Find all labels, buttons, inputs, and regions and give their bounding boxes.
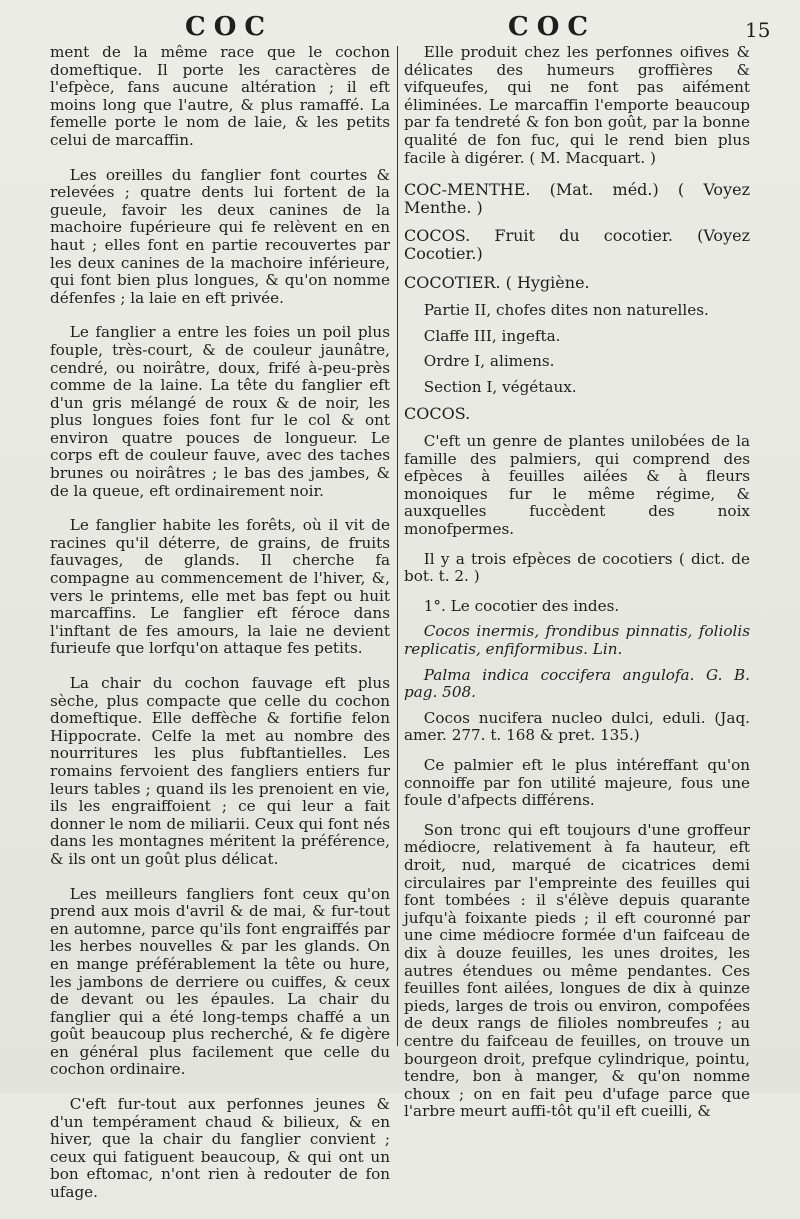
classification-line: Ordre I, alimens.: [423, 352, 555, 371]
latin-name: Palma indica coccifera angulofa. G. B. pag. 508.: [404, 665, 750, 702]
paragraph: C'eft fur-tout aux perfonnes jeunes & d'un tempérament chaud & bilieux, & en hiver, que la chair du fanglier convient ; ceux qui fatiguent beaucoup, & qui ont un bon eftomac, n'ont rien à redouter de fon ufage.: [50, 1095, 390, 1202]
paragraph: Les oreilles du fanglier font courtes & relevées ; quatre dents lui fortent de la gueule, favoir les deux canines de la machoire fupérieure qui fe relèvent en en haut ; elles font en partie recouvertes par les deux canines de la machoire inférieure, qui font bien plus longues, & qu'on nomme défenfes ; la laie en eft privée.: [50, 165, 390, 307]
paragraph: Il y a trois efpèces de cocotiers ( dict. de bot. t. 2. ): [404, 549, 750, 586]
page-number: 15: [745, 18, 771, 42]
paragraph: Ce palmier eft le plus intéreffant qu'on connoiffe par fon utilité majeure, fous une foule d'afpects différens.: [404, 756, 750, 810]
column-divider: [397, 46, 398, 1046]
paragraph: C'eft un genre de plantes unilobées de la famille des palmiers, qui comprend des efpèces à feuilles ailées & à fleurs monoiques fur le même régime, & auxquelles fuccèdent des noix monofpermes.: [404, 432, 750, 539]
classification-line: Partie II, chofes dites non naturelles.: [423, 301, 709, 320]
header-left-title: COC: [185, 12, 274, 42]
header-right-title: COC: [508, 12, 597, 42]
paragraph: Elle produit chez les perfonnes oifives & délicates des humeurs groffières & vifqueufes, qui ne font pas aifément éliminées. Le marcaffin l'emporte beaucoup par fa tendreté & fon bon goût, par la bonne qualité de fon fuc, qui le rend bien plus facile à digérer. ( M. Macquart. ): [404, 43, 750, 167]
section-heading: COCOS.: [404, 403, 471, 423]
paragraph: Le fanglier a entre les foies un poil plus fouple, très-court, & de couleur jaunâtre, cendré, ou noirâtre, doux, frifé à-peu-près comme de la laine. La tête du fanglier eft d'un gris mélangé de roux & de noir, les plus longues foies font fur le col & ont environ quatre pouces de longueur. Le corps eft de couleur fauve, avec des taches brunes ou noirâtres ; le bas des jambes, & de la queue, eft ordinairement noir.: [50, 323, 390, 500]
entry-heading: COCOTIER. ( Hygiène.: [404, 272, 590, 292]
right-column: [404, 44, 750, 1121]
classification-line: Section I, végétaux.: [423, 377, 577, 396]
classification-line: Claffe III, ingefta.: [423, 326, 561, 345]
paragraph: Le fanglier habite les forêts, où il vit de racines qu'il déterre, de grains, de fruits fauvages, de glands. Il cherche fa compagne au commencement de l'hiver, &, vers le printems, elle met bas fept ou huit marcaffins. Le fanglier eft féroce dans l'inftant de fes amours, la laie ne devient furieufe que lorfqu'on attaque fes petits.: [50, 516, 390, 658]
running-header: [0, 8, 800, 42]
entry-heading: COC-MENTHE. (Mat. méd.) ( Voyez Menthe. ): [404, 180, 750, 217]
species-item: 1°. Le cocotier des indes.: [423, 596, 620, 615]
latin-name: Cocos nucifera nucleo dulci, eduli. (Jaq. amer. 277. t. 168 & pret. 135.): [404, 708, 750, 745]
paragraph: Les meilleurs fangliers font ceux qu'on prend aux mois d'avril & de mai, & fur-tout en automne, parce qu'ils font engraiffés par les herbes nouvelles & par les glands. On en mange préférablement la tête ou hure, les jambons de derriere ou cuiffes, & ceux de devant ou les épaules. La chair du fanglier qui a été long-temps chaffé a un goût beaucoup plus recherché, & fe digère en général plus facilement que celle du cochon ordinaire.: [50, 884, 390, 1079]
paragraph: ment de la même race que le cochon domeftique. Il porte les caractères de l'efpèce, fans aucune altération ; il eft moins long que l'autre, & plus ramaffé. La femelle porte le nom de laie, & les petits celui de marcaffin.: [50, 43, 390, 149]
left-column: [50, 44, 390, 1219]
entry-heading: COCOS. Fruit du cocotier. (Voyez Cocotier.): [404, 226, 750, 263]
paragraph: Son tronc qui eft toujours d'une groffeur médiocre, relativement à fa hauteur, eft droit, nud, marqué de cicatrices demi circulaires par l'empreinte des feuilles qui font tombées : il s'élève depuis quarante jufqu'à foixante pieds ; il eft couronné par une cime médiocre formée d'un faifceau de dix à douze feuilles, les unes droites, les autres étendues ou même pendantes. Ces feuilles font ailées, longues de dix à quinze pieds, larges de trois ou environ, compofées de deux rangs de filioles nombreufes ; au centre du faifceau de feuilles, on trouve un bourgeon droit, prefque cylindrique, pointu, tendre, bon à manger, & qu'on nomme choux ; on en fait peu d'ufage parce que l'arbre meurt auffi-tôt qu'il eft cueilli, &: [404, 820, 750, 1121]
latin-name: Cocos inermis, frondibus pinnatis, foliolis replicatis, enfiformibus. Lin.: [404, 622, 750, 659]
paragraph: La chair du cochon fauvage eft plus sèche, plus compacte que celle du cochon domeftique. Elle deffèche & fortifie felon Hippocrate. Celfe la met au nombre des nourritures les plus fubftantielles. Les romains fervoient des fangliers entiers fur leurs tables ; quand ils les prenoient en vie, ils les engraiffoient ; ce qui leur a fait donner le nom de miliarii. Ceux qui font nés dans les montagnes méritent la préférence, & ils ont un goût plus délicat.: [50, 674, 390, 868]
